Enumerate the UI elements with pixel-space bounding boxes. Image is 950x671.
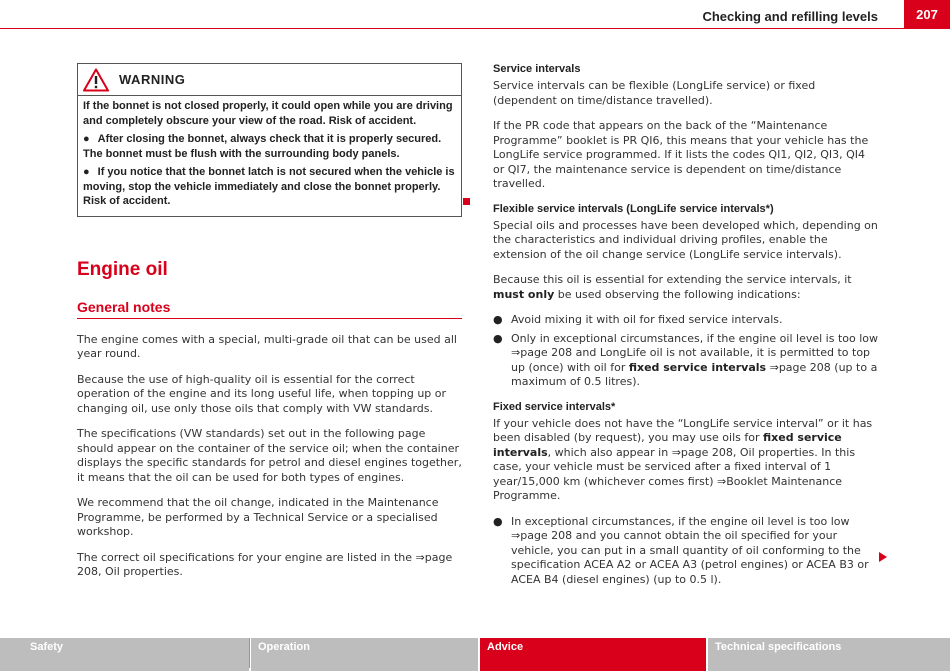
- heading-fixed-intervals: Fixed service intervals*: [493, 400, 616, 413]
- page-number: 207: [904, 0, 950, 29]
- bullet-icon: ●: [493, 313, 503, 326]
- section-title: Checking and refilling levels: [702, 9, 878, 24]
- paragraph: The correct oil specifications for your engine are listed in the ⇒page 208, Oil properties.: [77, 550, 453, 578]
- heading-service-intervals: Service intervals: [493, 63, 581, 75]
- bullet-icon: ●: [83, 166, 90, 178]
- paragraph: Special oils and processes have been developed which, depending on the characteristics and individual driving profiles, enable the extension of the oil change service (LongLife service intervals).: [493, 218, 878, 261]
- tab-safety[interactable]: Safety: [0, 638, 251, 671]
- paragraph: If your vehicle does not have the “LongLife service interval” or it has been disabled (by request), you may use oils for fixed service intervals, which also appear in ⇒page 208, Oil properties. In this case, your vehicle must be serviced after a fixed interval of 1 year/15,000 km (whichever comes first) ⇒Booklet Maintenance Programme.: [493, 416, 873, 502]
- warning-triangle-icon: [83, 68, 109, 92]
- left-column: [77, 63, 462, 580]
- list-item: ● Only in exceptional circumstances, if the engine oil level is too low ⇒page 208 and LongLife oil is not available, it is permitted to top up (once) with oil for fixed service intervals ⇒page 208 (up to a maximum of 0.5 litres).: [493, 331, 879, 388]
- footer-tabs: [0, 638, 950, 671]
- paragraph: Service intervals can be flexible (LongLife service) or fixed (dependent on time/distance travelled).: [493, 79, 816, 107]
- bullet-icon: ●: [493, 514, 503, 528]
- warning-title: WARNING: [119, 72, 186, 87]
- tab-advice[interactable]: Advice: [480, 638, 708, 671]
- warning-box: [77, 63, 462, 217]
- paragraph: The specifications (VW standards) set out in the following page should appear on the container of the service oil; when the container displays the specific standards for petrol and diesel engines together, it means that the oil can be used for both types of engines.: [77, 427, 462, 484]
- bullet-icon: ●: [493, 331, 503, 345]
- right-column: [493, 63, 878, 591]
- section-heading: Engine oil: [77, 258, 168, 280]
- paragraph: Because this oil is essential for extending the service intervals, it must only be used observing the following indications:: [493, 273, 852, 301]
- end-of-warning-marker: [463, 198, 470, 205]
- header-rule: [0, 28, 904, 29]
- warning-header: [78, 64, 461, 96]
- tab-divider: [249, 638, 250, 668]
- subsection-heading: General notes: [77, 299, 462, 319]
- tab-technical-specifications[interactable]: Technical specifications: [708, 638, 950, 671]
- heading-flexible-intervals: Flexible service intervals (LongLife service intervals*): [493, 202, 774, 215]
- list-item: ● Avoid mixing it with oil for fixed service intervals.: [493, 313, 783, 326]
- tab-operation[interactable]: Operation: [251, 638, 480, 671]
- paragraph: We recommend that the oil change, indicated in the Maintenance Programme, be performed by a Technical Service or a specialised workshop.: [77, 496, 439, 538]
- list-item: ● In exceptional circumstances, if the engine oil level is too low ⇒page 208 and you cannot obtain the oil specified for your vehicle, you can put in a small quantity of oil conforming to the specification ACEA A2 or ACEA A3 (petrol engines) or ACEA B3 or ACEA B4 (diesel engines) (up to 0.5 l).: [493, 514, 869, 586]
- warning-bullet: ● After closing the bonnet, always check that it is properly secured. The bonnet must be flush with the surrounding body panels.: [83, 133, 442, 160]
- paragraph: If the PR code that appears on the back of the “Maintenance Programme” booklet is PR QI6, this means that your vehicle has the LongLife service programmed. If it lists the codes QI1, QI2, QI3, QI4 or QI7, the maintenance service is dependent on time/distance travelled.: [493, 119, 869, 190]
- warning-text: If the bonnet is not closed properly, it could open while you are driving and completely obscure your view of the road. Risk of accident.: [83, 100, 453, 127]
- paragraph: The engine comes with a special, multi-grade oil that can be used all year round.: [77, 332, 457, 360]
- bullet-icon: ●: [83, 133, 90, 145]
- warning-body: [78, 96, 461, 216]
- warning-bullet: ● If you notice that the bonnet latch is not secured when the vehicle is moving, stop the vehicle immediately and close the bonnet properly. Risk of accident.: [83, 166, 455, 207]
- continue-arrow-icon: [879, 552, 887, 562]
- paragraph: Because the use of high-quality oil is essential for the correct operation of the engine and its long useful life, when topping up or changing oil, use only those oils that comply with VW standards.: [77, 372, 447, 415]
